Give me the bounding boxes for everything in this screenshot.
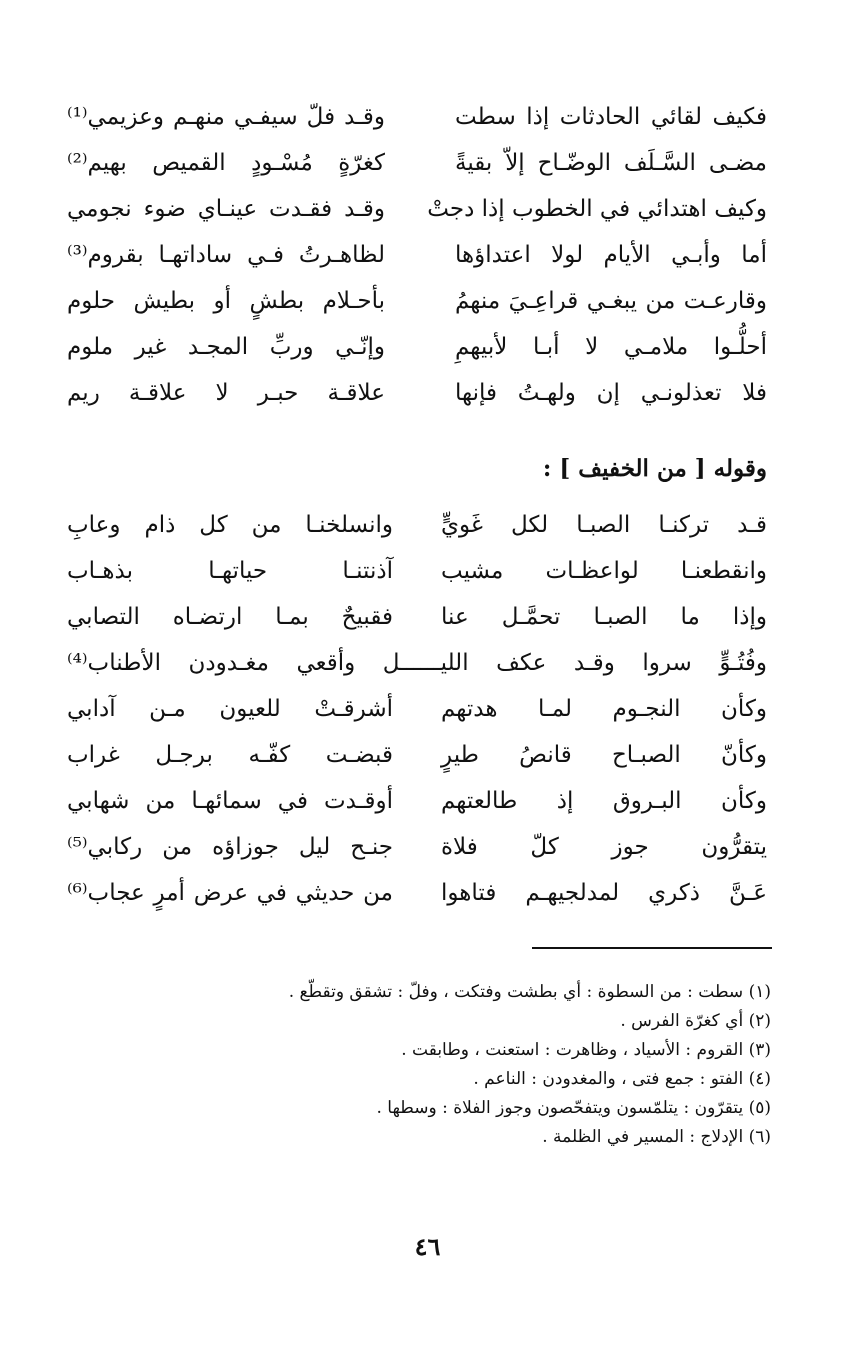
verse-first-hemistich: وكأنّ الصبـاح قانصُ طيرٍ bbox=[441, 742, 767, 768]
verse-second-hemistich: أوقـدت في سمائهـا من شهابي bbox=[67, 788, 393, 814]
verse-line bbox=[67, 238, 767, 284]
verse-line-joined bbox=[67, 646, 767, 692]
verse-first-hemistich: وانقطعنـا لواعظـات مشيب bbox=[441, 558, 767, 584]
verse-line bbox=[67, 600, 767, 646]
verse-first-hemistich: يتقرُّون جوز كلّ فلاة bbox=[441, 834, 767, 860]
verse-line bbox=[67, 100, 767, 146]
verse-second-hemistich: وانسلخنـا من كل ذام وعابِ bbox=[67, 512, 393, 538]
verse-line bbox=[67, 192, 767, 238]
footnote: (٦) الإدلاج : المسير في الظلمة . bbox=[542, 1127, 771, 1147]
verse-second-hemistich: قبضـت كفّـه برجـل غراب bbox=[67, 742, 393, 768]
verse-first-hemistich: عَـنَّ ذكري لمدلجيهـم فتاهوا bbox=[441, 880, 767, 906]
verse-second-hemistich: جنـح ليل جوزاؤه من ركابي⁽⁵⁾ bbox=[67, 834, 393, 860]
verse-first-hemistich: وكيف اهتدائي في الخطوب إذا دجتْ bbox=[427, 196, 767, 222]
footnotes bbox=[71, 978, 771, 1152]
verse-first-hemistich: قـد تركنـا الصبـا لكل غَويٍّ bbox=[441, 512, 767, 538]
verse-second-hemistich: آذنتنـا حياتهـا بذهـاب bbox=[67, 558, 393, 584]
footnote: (٣) القروم : الأسياد ، وظاهرت : استعنت ، وطابقت . bbox=[401, 1040, 771, 1060]
verse-first-hemistich: وإذا ما الصبـا تحمَّـل عنا bbox=[441, 604, 767, 630]
verse-first-hemistich: وكأن النجـوم لمـا هدتهم bbox=[441, 696, 767, 722]
verse-first-hemistich: مضـى السَّـلَف الوضّـاح إلاّ بقيةً bbox=[455, 150, 767, 176]
verse-second-hemistich: لظاهـرتُ فـي ساداتهـا بقروم⁽³⁾ bbox=[67, 242, 385, 268]
verse-line bbox=[67, 508, 767, 554]
verse-full-line: وفُتُـوٍّ سروا وقـد عكف الليــــــل وأقعي مغـدودن الأطناب⁽⁴⁾ bbox=[67, 650, 767, 676]
footnote: (١) سطت : من السطوة : أي بطشت وفتكت ، وفلّ : تشقق وتقطّع . bbox=[288, 982, 771, 1002]
verse-second-hemistich: بأحـلام بطشٍ أو بطيش حلوم bbox=[67, 288, 385, 314]
verse-line bbox=[67, 146, 767, 192]
footnote-separator bbox=[532, 947, 772, 949]
verse-line bbox=[67, 692, 767, 738]
footnote: (٢) أي كغرّة الفرس . bbox=[620, 1011, 771, 1031]
verse-second-hemistich: وإنّـي وربِّ المجـد غير ملوم bbox=[67, 334, 385, 360]
verse-line bbox=[67, 554, 767, 600]
verse-second-hemistich: وقـد فلّ سيفـي منهـم وعزيمي⁽¹⁾ bbox=[67, 104, 385, 130]
verse-line bbox=[67, 876, 767, 922]
verse-second-hemistich: من حديثي في عرض أمرٍ عجاب⁽⁶⁾ bbox=[67, 880, 393, 906]
verse-first-hemistich: أما وأبـي الأيام لولا اعتداؤها bbox=[455, 242, 767, 268]
footnote: (٥) يتقرّون : يتلمّسون ويتفحّصون وجوز الفلاة : وسطها . bbox=[376, 1098, 771, 1118]
poem-intro-heading: وقوله [ من الخفيف ] : bbox=[542, 455, 767, 482]
verse-first-hemistich: أحلُّـوا ملامـي لا أبـا لأبيهمِ bbox=[455, 334, 767, 360]
verse-second-hemistich: كغرّةٍ مُسْـودٍ القميص بهيم⁽²⁾ bbox=[67, 150, 385, 176]
page-number: ٤٦ bbox=[414, 1232, 441, 1261]
verse-first-hemistich: وقارعـت من يبغـي قراعِـيَ منهمُ bbox=[455, 288, 767, 314]
verse-second-hemistich: أشرقـتْ للعيون مـن آدابي bbox=[67, 696, 393, 722]
verse-line bbox=[67, 376, 767, 422]
verse-second-hemistich: فقبيحٌ بمـا ارتضـاه التصابي bbox=[67, 604, 393, 630]
footnote: (٤) الفتو : جمع فتى ، والمغدودن : الناعم . bbox=[473, 1069, 771, 1089]
verse-second-hemistich: علاقـة حبـر لا علاقـة ريم bbox=[67, 380, 385, 406]
verse-second-hemistich: وقـد فقـدت عينـاي ضوء نجومي bbox=[67, 196, 385, 222]
verse-first-hemistich: فكيف لقائي الحادثات إذا سطت bbox=[455, 104, 767, 130]
verse-first-hemistich: فلا تعذلونـي إن ولهـتُ فإنها bbox=[455, 380, 767, 406]
verse-line bbox=[67, 284, 767, 330]
verse-line bbox=[67, 738, 767, 784]
verse-line bbox=[67, 830, 767, 876]
verse-line bbox=[67, 330, 767, 376]
verse-first-hemistich: وكأن البـروق إذ طالعتهم bbox=[441, 788, 767, 814]
verse-line bbox=[67, 784, 767, 830]
